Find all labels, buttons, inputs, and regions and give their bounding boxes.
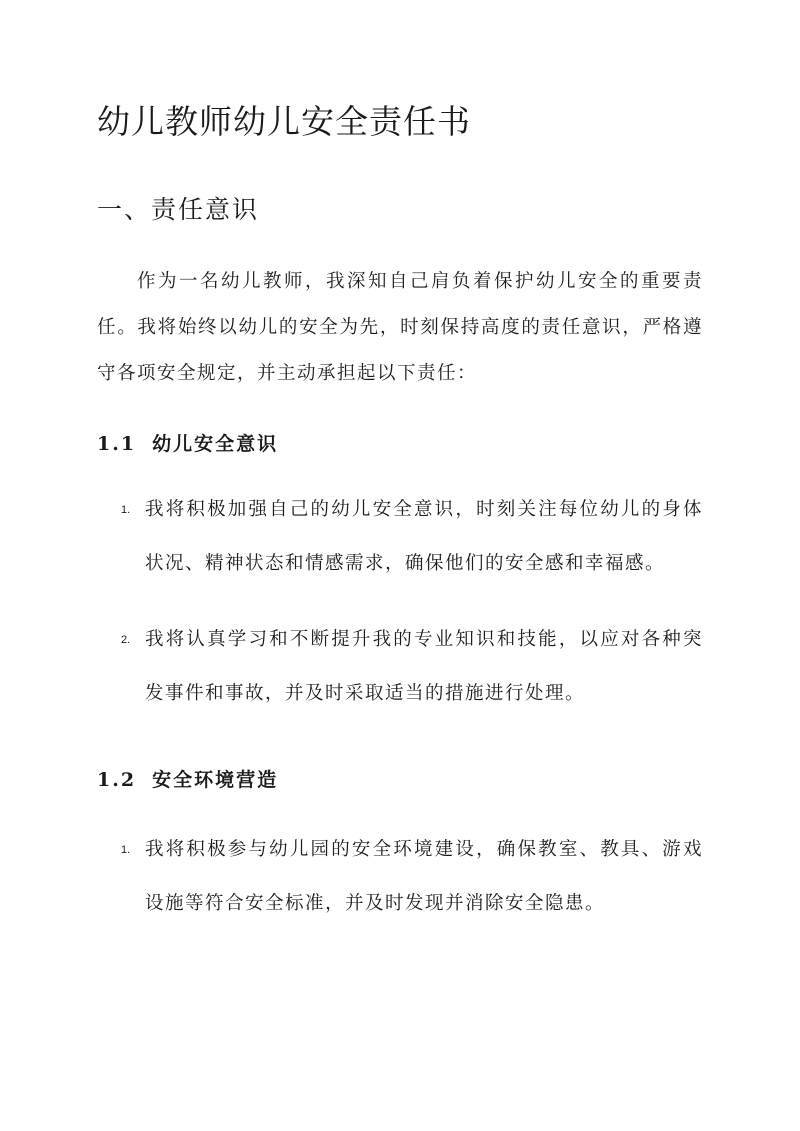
list-item-number: 2. [121,634,131,646]
document-title: 幼儿教师幼儿安全责任书 [97,102,471,141]
list-item-text: 我将积极参与幼儿园的安全环境建设，确保教室、教具、游戏设施等符合安全标准，并及时发现并消除安全隐患。 [145,839,703,914]
list-item-text: 我将认真学习和不断提升我的专业知识和技能，以应对各种突发事件和事故，并及时采取适当的措施进行处理。 [145,629,703,704]
subsection-heading-1-1 [97,424,278,464]
subsection-number: 1.2 [97,769,137,791]
intro-paragraph: 作为一名幼儿教师，我深知自己肩负着保护幼儿安全的重要责任。我将始终以幼儿的安全为先，时刻保持高度的责任意识，严格遵守各项安全规定，并主动承担起以下责任： [97,271,703,384]
list-item-number: 1. [121,504,131,516]
subsection-title: 幼儿安全意识 [152,433,279,455]
list-item [97,613,703,721]
section-heading: 一、责任意识 [97,195,260,224]
numbered-list [97,823,703,931]
list-item [97,823,703,931]
subsection-heading-1-2 [97,760,278,800]
list-item-number: 1. [121,844,131,856]
list-item [97,483,703,591]
list-item-text: 我将积极加强自己的幼儿安全意识，时刻关注每位幼儿的身体状况、精神状态和情感需求，确保他们的安全感和幸福感。 [145,499,703,574]
subsection-title: 安全环境营造 [152,769,279,791]
numbered-list [97,483,703,721]
subsection-number: 1.1 [97,433,137,455]
